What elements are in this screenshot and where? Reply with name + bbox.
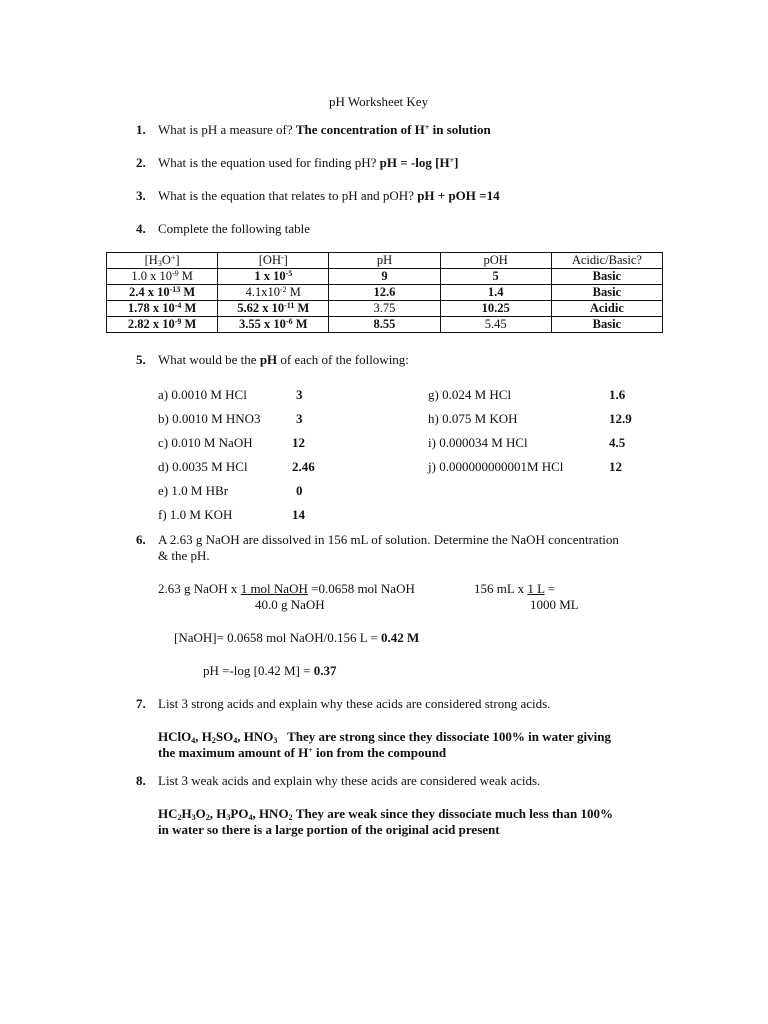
table-cell: 10.25 — [440, 301, 551, 317]
question-3 — [158, 188, 500, 204]
table-cell: 5.45 — [440, 317, 551, 333]
table-cell: Acidic/Basic? — [551, 253, 662, 269]
item-answer: 0 — [296, 483, 303, 498]
item-answer: 12 — [292, 435, 305, 450]
table-cell: 3.55 x $10^{-6}$ M — [218, 317, 329, 333]
answer-8-line-1: $HC_2H_3O_2$, $H_3PO_4$, $HNO_2$ They are weak since they dissociate much less than 100% — [158, 806, 613, 822]
table-row — [107, 317, 663, 333]
answer-8-line-2: in water so there is a large portion of the original acid present — [158, 822, 500, 837]
answer-text: pH + pOH =14 — [417, 188, 500, 203]
item-label: h) 0.075 M KOH — [428, 411, 518, 426]
item-answer: 12 — [609, 459, 622, 474]
question-1 — [158, 122, 491, 138]
answer-text: pH = -log [H+] — [379, 155, 459, 170]
table-cell: 5 — [440, 269, 551, 285]
question-text: What is the equation used for finding pH? — [158, 155, 377, 170]
table-header-row — [107, 253, 663, 269]
item-answer: 3 — [296, 387, 303, 402]
table-cell: 3.75 — [329, 301, 440, 317]
ph-table — [106, 252, 663, 333]
calc-moles: 2.63 g NaOH x 1 mol NaOH =0.0658 mol NaOH — [158, 581, 415, 596]
answer-text: The concentration of H+ in solution — [295, 122, 491, 137]
table-cell: Basic — [551, 285, 662, 301]
answer-7-line-2: the maximum amount of H+ ion from the compound — [158, 745, 447, 760]
calc-moles-denominator: 40.0 g NaOH — [255, 597, 325, 612]
table-cell: 9 — [329, 269, 440, 285]
answer-7-line-1: HClO$_4$, $H_2SO_4$, $HNO_3$ They are strong since they dissociate 100% in water giving — [158, 729, 611, 745]
question-text: What is the equation that relates to pH and pOH? — [158, 188, 414, 203]
calc-ph: pH =-log [0.42 M] = 0.37 — [203, 663, 337, 678]
question-number: 2. — [136, 155, 146, 170]
item-answer: 2.46 — [292, 459, 315, 474]
question-4-text: Complete the following table — [158, 221, 310, 236]
question-6-line-2: & the pH. — [158, 548, 210, 563]
table-cell: 1 x $10^{-5}$ — [218, 269, 329, 285]
question-7-text: List 3 strong acids and explain why these acids are considered strong acids. — [158, 696, 551, 711]
item-label: g) 0.024 M HCl — [428, 387, 512, 402]
question-8-text: List 3 weak acids and explain why these acids are considered weak acids. — [158, 773, 541, 788]
question-number: 4. — [136, 221, 146, 236]
question-number: 7. — [136, 696, 146, 711]
table-row — [107, 301, 663, 317]
table-cell: 5.62 x $10^{-11}$ M — [218, 301, 329, 317]
calc-volume: 156 mL x 1 L = — [474, 581, 556, 596]
table-cell: $4.1x10^{-2}$ M — [218, 285, 329, 301]
item-label: j) 0.000000000001M HCl — [428, 459, 564, 474]
question-number: 6. — [136, 532, 146, 547]
table-row — [107, 285, 663, 301]
table-cell: pH — [329, 253, 440, 269]
item-label: i) 0.000034 M HCl — [428, 435, 528, 450]
table-cell: 1.78 x $10^{-4}$ M — [107, 301, 218, 317]
question-number: 3. — [136, 188, 146, 203]
table-cell: Acidic — [551, 301, 662, 317]
item-label: e) 1.0 M HBr — [158, 483, 229, 498]
table-cell: 1.4 — [440, 285, 551, 301]
item-answer: 12.9 — [609, 411, 632, 426]
item-answer: 4.5 — [609, 435, 626, 450]
item-answer: 3 — [296, 411, 303, 426]
item-label: d) 0.0035 M HCl — [158, 459, 248, 474]
table-cell: [OH-] — [218, 253, 329, 269]
table-cell: Basic — [551, 269, 662, 285]
table-cell: 2.4 x $10^{-13}$ M — [107, 285, 218, 301]
page-title: pH Worksheet Key — [329, 94, 429, 109]
item-label: b) 0.0010 M HNO3 — [158, 411, 261, 426]
calc-concentration: [NaOH]= 0.0658 mol NaOH/0.156 L = 0.42 M — [174, 630, 420, 645]
table-cell: Basic — [551, 317, 662, 333]
question-text: What is pH a measure of? — [158, 122, 293, 137]
item-label: c) 0.010 M NaOH — [158, 435, 253, 450]
question-number: 1. — [136, 122, 146, 137]
table-cell: pOH — [440, 253, 551, 269]
table-cell: 8.55 — [329, 317, 440, 333]
item-answer: 14 — [292, 507, 305, 522]
question-5-text: What would be the pH of each of the following: — [158, 352, 409, 367]
item-label: f) 1.0 M KOH — [158, 507, 233, 522]
item-answer: 1.6 — [609, 387, 626, 402]
table-cell: 1.0 x $10^{-9}$ M — [107, 269, 218, 285]
item-label: a) 0.0010 M HCl — [158, 387, 247, 402]
table-cell: 2.82 x $10^{-9}$ M — [107, 317, 218, 333]
table-row — [107, 269, 663, 285]
table-cell: 12.6 — [329, 285, 440, 301]
table-cell: $[H_3O^+]$ — [107, 253, 218, 269]
question-6-line-1: A 2.63 g NaOH are dissolved in 156 mL of solution. Determine the NaOH concentration — [158, 532, 619, 547]
question-2 — [158, 155, 458, 171]
question-number: 5. — [136, 352, 146, 367]
question-number: 8. — [136, 773, 146, 788]
calc-volume-denominator: 1000 ML — [530, 597, 579, 612]
